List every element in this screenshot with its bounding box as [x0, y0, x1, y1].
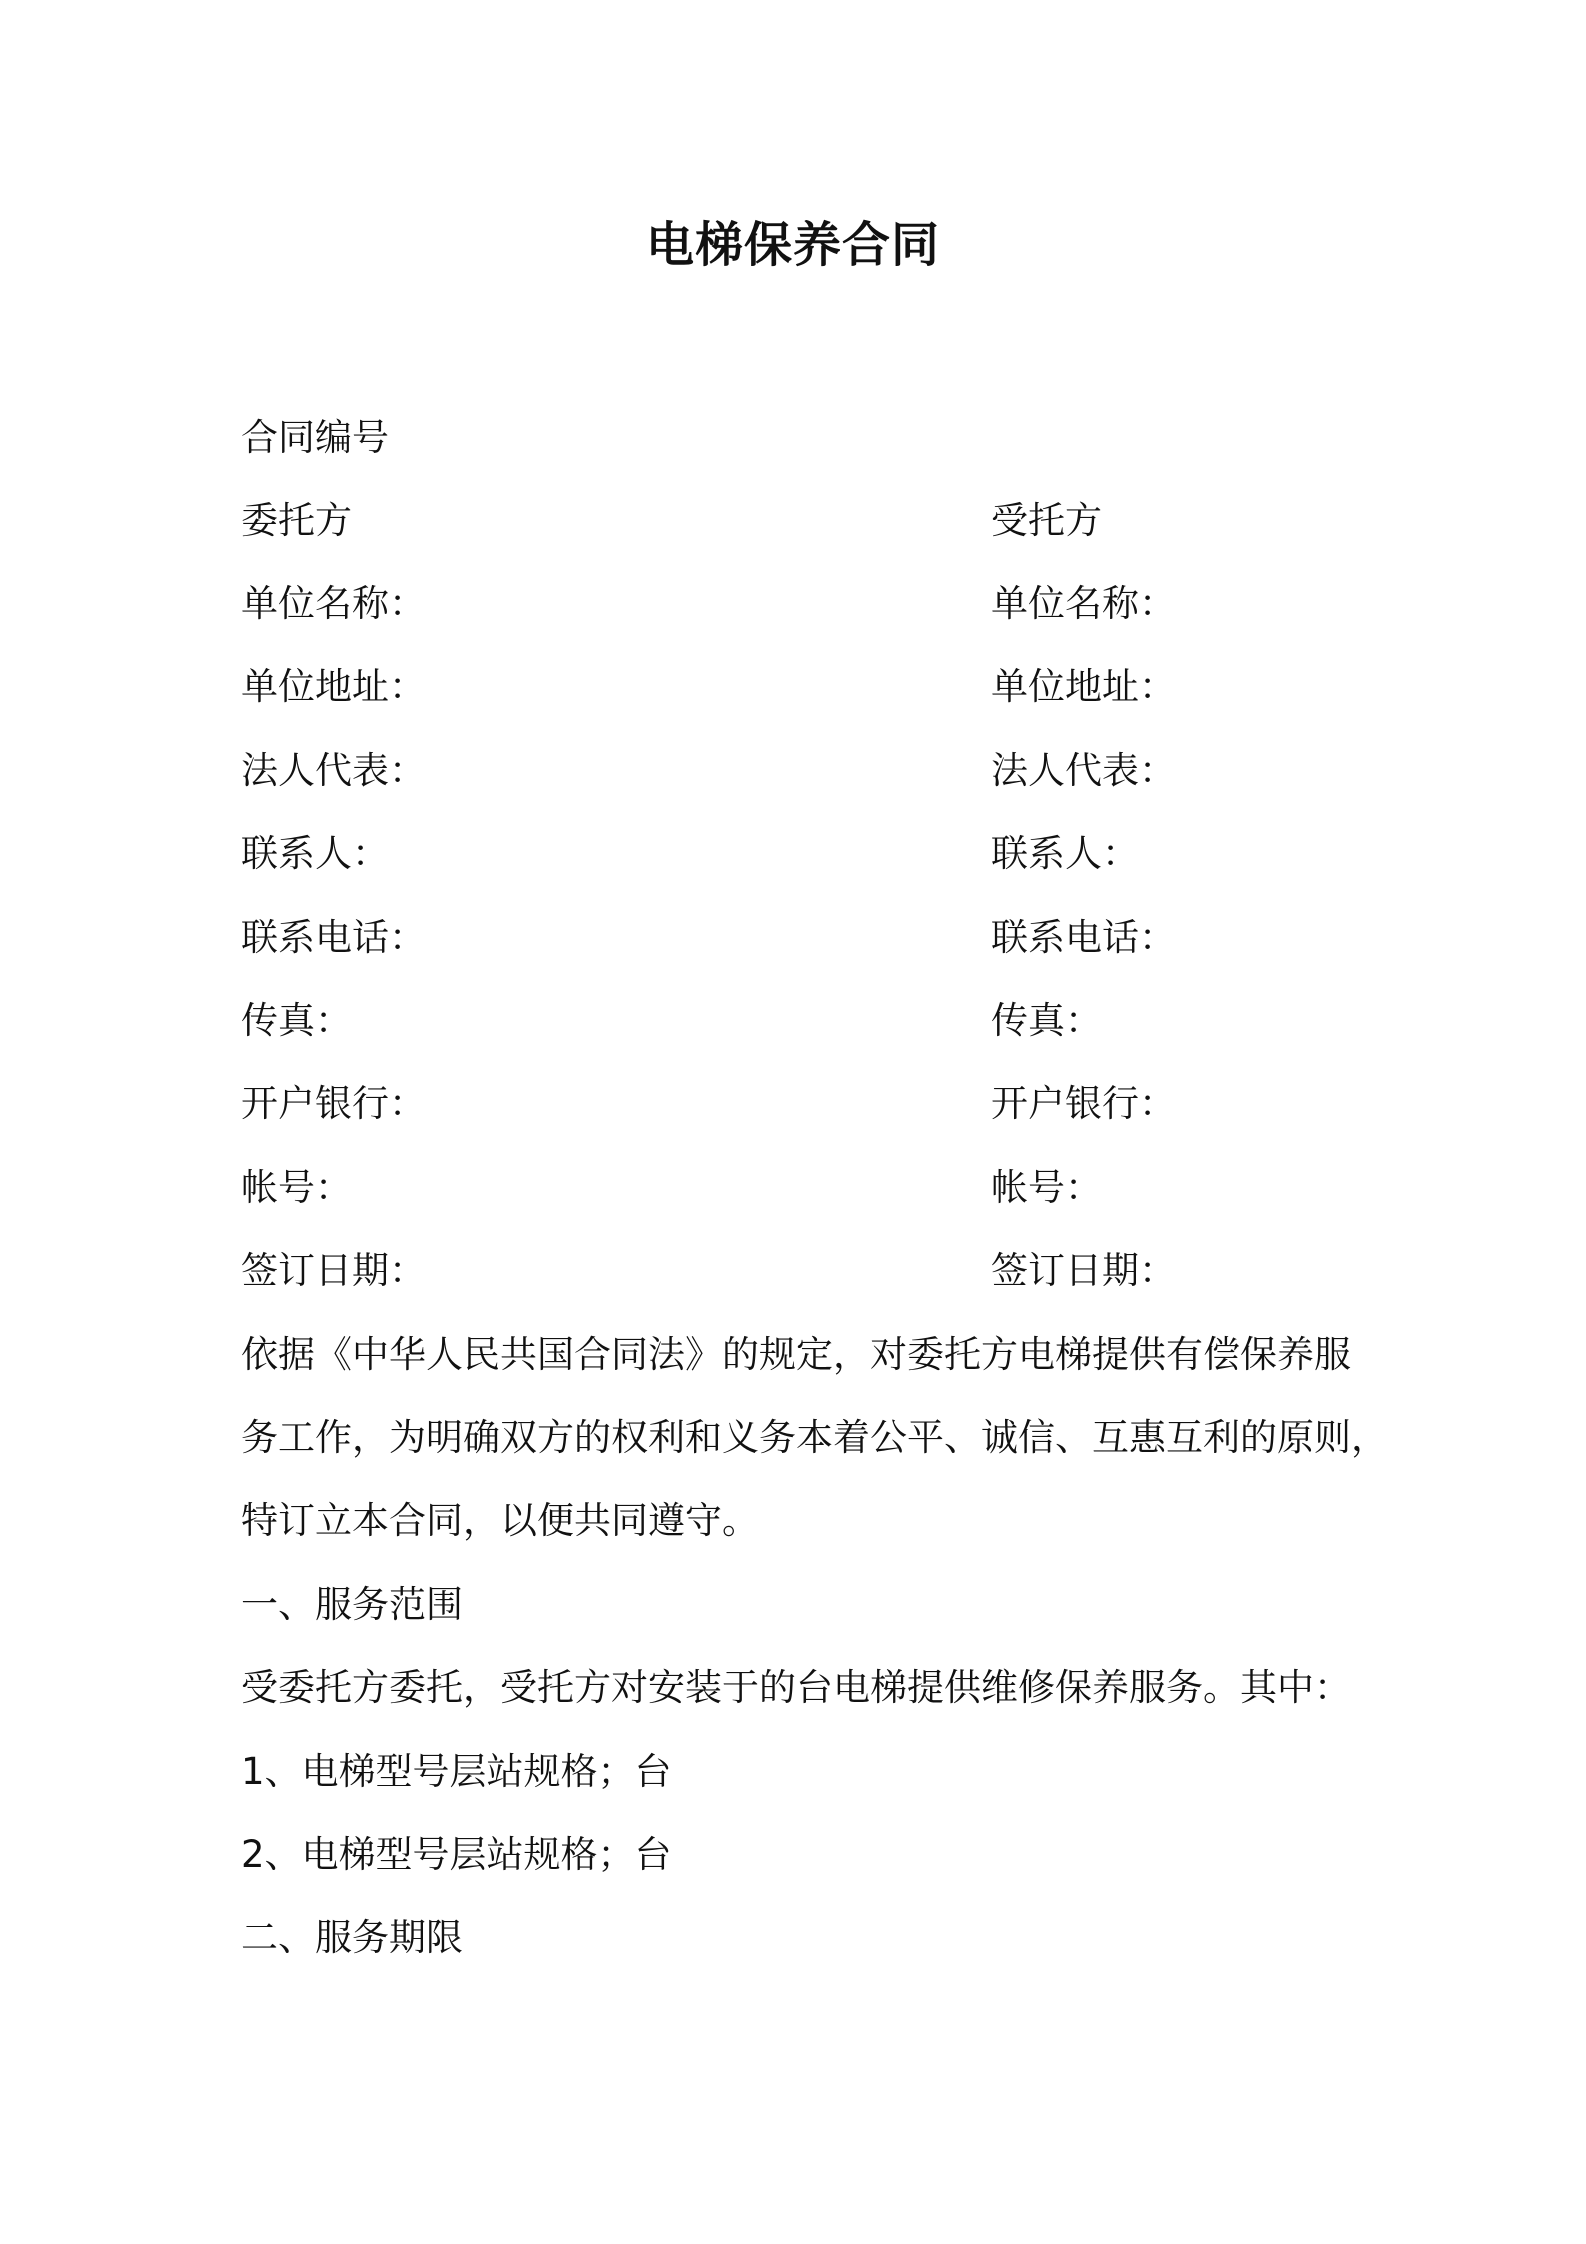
contractor-account-label: 帐号：: [991, 1166, 1102, 1209]
contractor-company-name-label: 单位名称：: [991, 582, 1176, 625]
client-bank-label: 开户银行：: [241, 1082, 426, 1125]
contractor-heading: 受托方: [991, 499, 1102, 542]
document-title: 电梯保养合同: [645, 217, 940, 273]
section-1-heading: 一、服务范围: [241, 1583, 463, 1626]
preamble-line: 依据《中华人民共国合同法》的规定，对委托方电梯提供有偿保养服: [241, 1333, 1351, 1376]
client-heading: 委托方: [241, 499, 352, 542]
contractor-address-label: 单位地址：: [991, 665, 1176, 708]
client-contact-label: 联系人：: [241, 832, 389, 875]
client-legal-rep-label: 法人代表：: [241, 749, 426, 792]
section-1-item: 2、电梯型号层站规格；台: [241, 1833, 672, 1876]
section-2-heading: 二、服务期限: [241, 1916, 463, 1959]
contractor-fax-label: 传真：: [991, 999, 1102, 1042]
client-phone-label: 联系电话：: [241, 916, 426, 959]
client-company-name-label: 单位名称：: [241, 582, 426, 625]
section-1-item: 1、电梯型号层站规格；台: [241, 1750, 672, 1793]
client-account-label: 帐号：: [241, 1166, 352, 1209]
client-sign-date-label: 签订日期：: [241, 1249, 426, 1292]
contractor-phone-label: 联系电话：: [991, 916, 1176, 959]
section-1-text: 受委托方委托，受托方对安装于的台电梯提供维修保养服务。其中：: [241, 1666, 1351, 1709]
contractor-bank-label: 开户银行：: [991, 1082, 1176, 1125]
contract-number-label: 合同编号: [241, 416, 389, 459]
client-address-label: 单位地址：: [241, 665, 426, 708]
client-fax-label: 传真：: [241, 999, 352, 1042]
preamble-line: 务工作，为明确双方的权利和义务本着公平、诚信、互惠互利的原则，: [241, 1416, 1388, 1459]
contractor-contact-label: 联系人：: [991, 832, 1139, 875]
contractor-sign-date-label: 签订日期：: [991, 1249, 1176, 1292]
contractor-legal-rep-label: 法人代表：: [991, 749, 1176, 792]
preamble-line: 特订立本合同，以便共同遵守。: [241, 1499, 759, 1542]
